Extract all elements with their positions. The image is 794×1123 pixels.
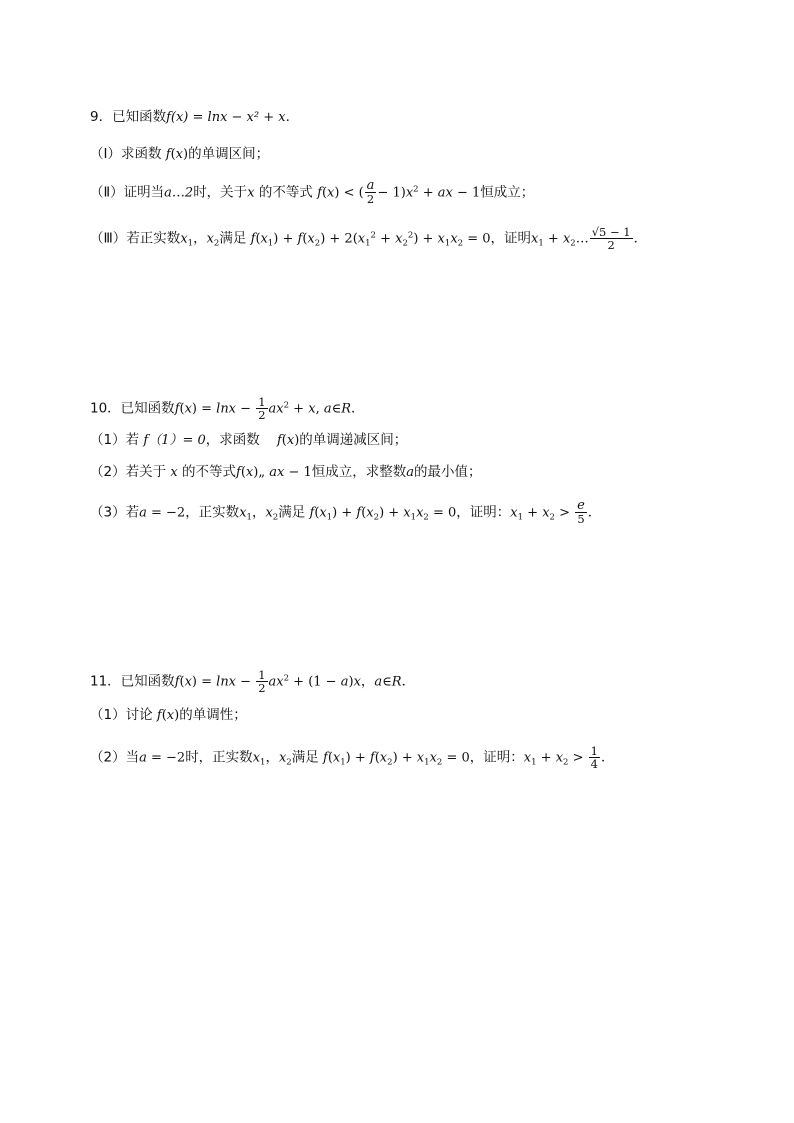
part-label: （1）: [90, 432, 126, 448]
part-text: 若: [125, 432, 140, 448]
part-text: 若正实数: [126, 230, 181, 247]
problem-10-stem: 10．已知函数f(x) = lnx − $\frac{1}{2}$ $ax^2 + x$, a∈R．: [90, 395, 365, 422]
part-text: 证明当: [123, 184, 165, 201]
part-text: ，求函数: [205, 432, 260, 448]
problem-10-part-3: （3）若a = −2，正实数$x_1$，$x_2$满足 $f(x_1) + f(x_2) + x_1x_2 = 0$，证明：$x_1 + x_2$ > $\frac{e}{5}$ ．: [90, 498, 602, 526]
part-text: ，正实数: [185, 504, 240, 521]
problem-9-prefix: 9．已知函数: [90, 109, 167, 125]
part-label: （2）: [90, 464, 126, 480]
part-text: 若关于: [125, 464, 167, 480]
part-text: 满足: [291, 749, 319, 766]
part-label: （Ⅲ）: [90, 230, 127, 247]
problem-9-part-3: （Ⅲ）若正实数$x_1$，$x_2$满足 $f(x_1) + f(x_2) + 2(x_1^2 + x_2^2) + x_1x_2 = 0$，证明$x_1$ + $x_2\dots$ $\frac{√5 - 1}{2}$ ．: [90, 225, 648, 252]
part-text: 若: [125, 504, 140, 521]
part-text: 恒成立；: [480, 184, 535, 201]
math-condition: a…2: [164, 185, 194, 201]
part-text: 的最小值；: [414, 464, 482, 480]
part-text: 满足: [219, 230, 247, 247]
problem-10-part-1: （1）若 f（1）= 0，求函数 f(x)的单调递减区间；: [90, 432, 408, 448]
problem-9-stem: 9．已知函数f(x) = lnx − x² + x．: [90, 109, 300, 125]
part-label: （Ⅱ）: [90, 184, 124, 201]
part-text: 的单调性；: [179, 707, 247, 723]
fraction: $\frac{e}{5}$: [577, 498, 585, 526]
fraction: $\frac{a}{2}$: [366, 178, 375, 206]
problem-9-function: f(x) = lnx − x² + x: [166, 110, 286, 125]
part-text: 时，关于: [193, 184, 248, 201]
problem-11-part-1: （1）讨论 f(x)的单调性；: [90, 707, 247, 723]
part-label: （1）: [90, 707, 126, 723]
fraction: $\frac{1}{4}$: [590, 744, 598, 771]
part-text: 讨论: [125, 707, 153, 723]
part-text: ，证明: [490, 230, 532, 247]
fraction: $\frac{1}{2}$: [258, 668, 266, 695]
problem-9-part-1: （Ⅰ）求函数 f(x)的单调区间；: [90, 146, 270, 162]
part-text: ，证明：: [456, 504, 511, 521]
problem-11-prefix: 11．已知函数: [90, 673, 175, 690]
fraction: $\frac{√5 - 1}{2}$: [591, 225, 631, 252]
part-text: 当: [125, 749, 140, 766]
problem-11-stem: 11．已知函数f(x) = lnx − $\frac{1}{2}$ $ax^2 + (1 - a)x$，a∈R．: [90, 668, 416, 695]
part-text: 的单调递减区间；: [299, 432, 408, 448]
part-text: 满足: [278, 504, 306, 521]
part-text: ，证明：: [469, 749, 524, 766]
part-text: 时，正实数: [185, 749, 253, 766]
fraction: $\frac{1}{2}$: [258, 395, 266, 422]
problem-9-part-2: （Ⅱ）证明当a…2时，关于x 的不等式 f(x) < ( $\frac{a}{2}$ − $1)x^2$ + ax − 1恒成立；: [90, 178, 535, 206]
part-text: 恒成立，求整数: [311, 464, 407, 480]
part-text: 的不等式: [258, 184, 313, 201]
math-condition: f（1）= 0: [143, 433, 206, 448]
part-label: （3）: [90, 504, 126, 521]
part-label: （Ⅰ）: [90, 146, 121, 162]
problem-10-part-2: （2）若关于 x 的不等式f(x)„ ax − 1恒成立，求整数a的最小值；: [90, 464, 482, 480]
part-text: 的不等式: [182, 464, 237, 480]
part-text: 的单调区间；: [188, 146, 270, 162]
part-label: （2）: [90, 749, 126, 766]
part-text: 求函数: [120, 146, 162, 162]
problem-11-part-2: （2）当a = −2时，正实数$x_1$，$x_2$满足 $f(x_1) + f(x_2) + x_1x_2 = 0$，证明：$x_1 + x_2$ > $\frac{1}{4}$ ．: [90, 744, 615, 771]
problem-10-prefix: 10．已知函数: [90, 400, 175, 417]
